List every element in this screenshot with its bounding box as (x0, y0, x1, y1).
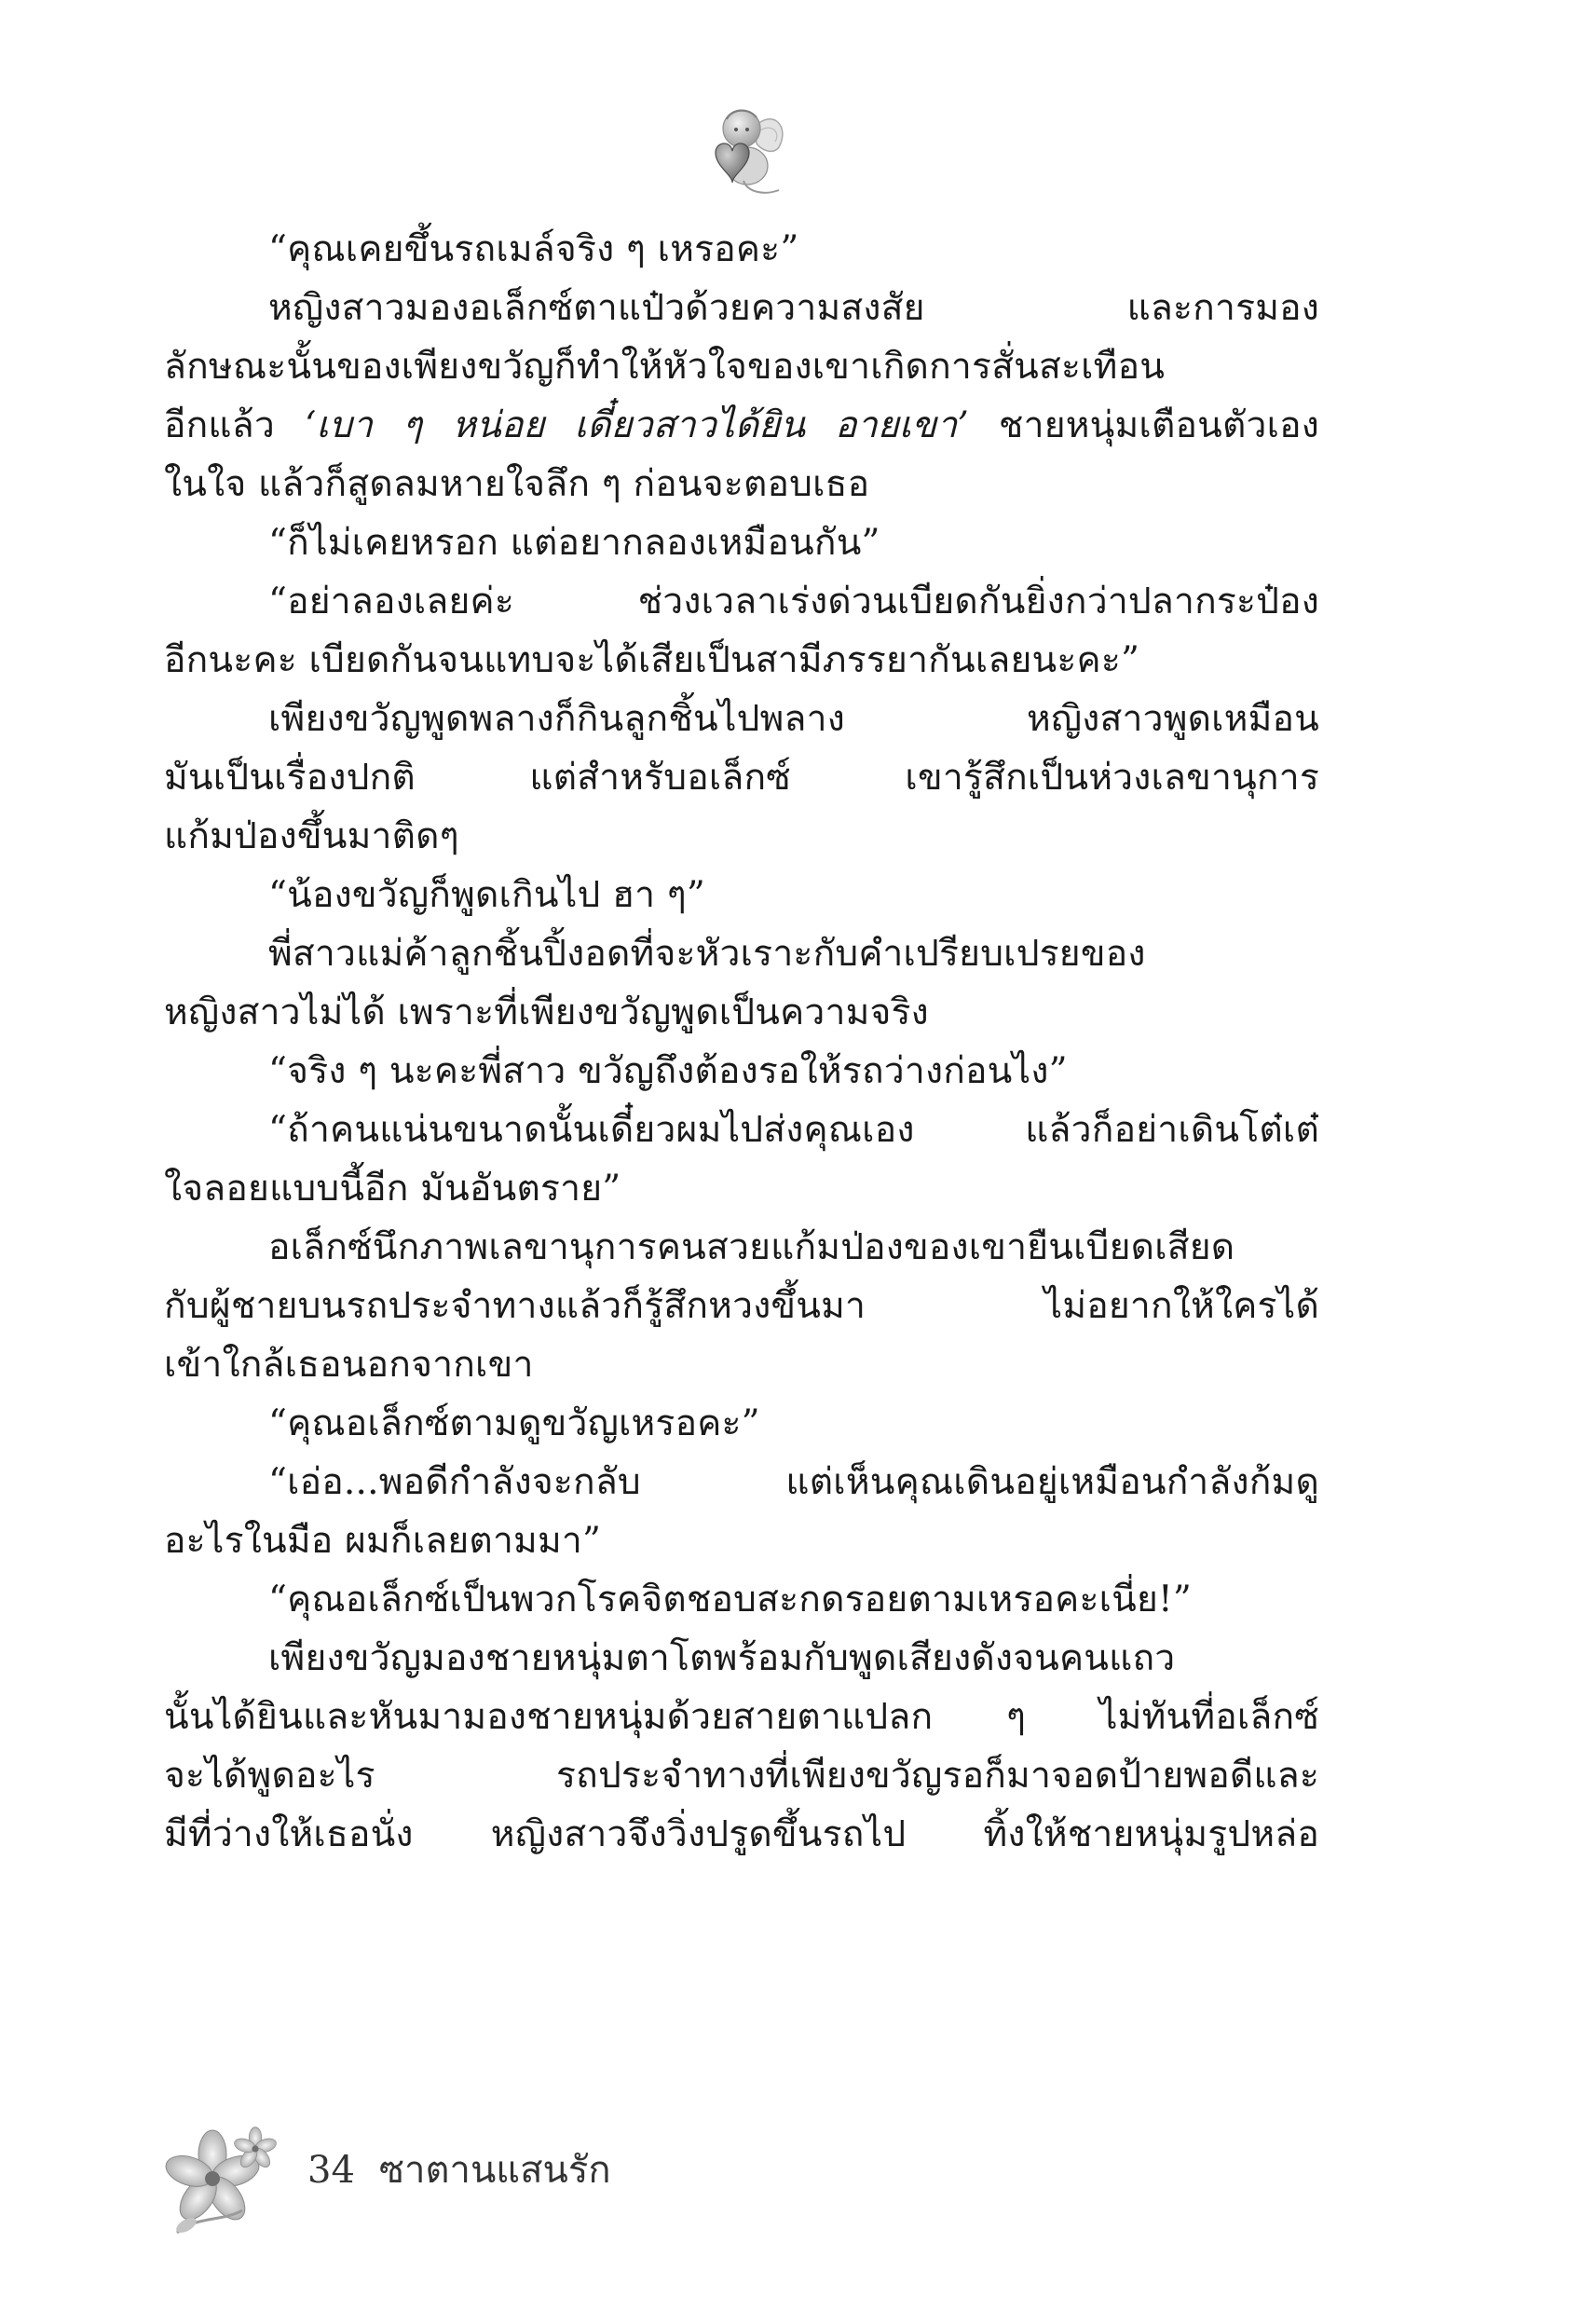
inner-thought: ‘เบา ๆ หน่อย เดี๋ยวสาวได้ยิน อายเขา’ (304, 404, 969, 446)
text-line: เข้าใกล้เธอนอกจากเขา (164, 1344, 534, 1386)
text-line: นั้นได้ยินและหันมามองชายหนุ่มด้วยสายตาแปลก ๆ ไม่ทันที่อเล็กซ์ (164, 1696, 1319, 1738)
text-line: หญิงสาวมองอเล็กซ์ตาแป๋วด้วยความสงสัย และการมอง (268, 287, 1319, 329)
text-segment: อีกแล้ว (164, 404, 305, 446)
text-line: พี่สาวแม่ค้าลูกชิ้นปิ้งอดที่จะหัวเราะกับคำเปรียบเปรยของ (268, 933, 1146, 975)
text-line: กับผู้ชายบนรถประจำทางแล้วก็รู้สึกหวงขึ้นมา ไม่อยากให้ใครได้ (164, 1285, 1319, 1327)
text-line: หญิงสาวไม่ได้ เพราะที่เพียงขวัญพูดเป็นความจริง (164, 991, 929, 1033)
text-line: เพียงขวัญมองชายหนุ่มตาโตพร้อมกับพูดเสียงดังจนคนแถว (268, 1637, 1176, 1679)
text-line: แก้มป่องขึ้นมาติดๆ (164, 815, 459, 857)
text-line (164, 396, 1319, 455)
page-number: 34 (307, 2149, 355, 2192)
flower-icon (158, 2113, 289, 2244)
page-footer (158, 2113, 811, 2244)
text-line: อีกนะคะ เบียดกันจนแทบจะได้เสียเป็นสามีภรรยากันเลยนะคะ” (164, 639, 1140, 681)
text-line: “คุณเคยขึ้นรถเมล์จริง ๆ เหรอคะ” (268, 228, 799, 270)
text-line: “อย่าลองเลยค่ะ ช่วงเวลาเร่งด่วนเบียดกันยิ่งกว่าปลากระป๋อง (268, 581, 1319, 622)
text-line: ลักษณะนั้นของเพียงขวัญก็ทำให้หัวใจของเขาเกิดการสั่นสะเทือน (164, 346, 1166, 388)
text-line: อะไรในมือ ผมก็เลยตามมา” (164, 1520, 602, 1562)
body-text (164, 220, 1319, 1864)
text-line: “เอ่อ...พอดีกำลังจะกลับ แต่เห็นคุณเดินอยู่เหมือนกำลังก้มดู (268, 1461, 1319, 1503)
text-line: “น้องขวัญก็พูดเกินไป ฮา ๆ” (268, 874, 706, 916)
text-line: ใจลอยแบบนี้อีก มันอันตราย” (164, 1168, 621, 1210)
text-segment: ชายหนุ่มเตือนตัวเอง (968, 404, 1319, 446)
text-line: อเล็กซ์นึกภาพเลขานุการคนสวยแก้มป่องของเขายืนเบียดเสียด (268, 1226, 1235, 1268)
text-line: “ถ้าคนแน่นขนาดนั้นเดี๋ยวผมไปส่งคุณเอง แล้วก็อย่าเดินโต๋เต๋ (268, 1109, 1319, 1151)
text-line: “ก็ไม่เคยหรอก แต่อยากลองเหมือนกัน” (268, 522, 880, 564)
text-line: “คุณอเล็กซ์ตามดูขวัญเหรอคะ” (268, 1402, 760, 1444)
footer-caption (307, 2147, 611, 2194)
text-line: มีที่ว่างให้เธอนั่ง หญิงสาวจึงวิ่งปรูดขึ้นรถไป ทิ้งให้ชายหนุ่มรูปหล่อ (164, 1813, 1319, 1855)
text-line: เพียงขวัญพูดพลางก็กินลูกชิ้นไปพลาง หญิงสาวพูดเหมือน (268, 698, 1319, 740)
text-line: “จริง ๆ นะคะพี่สาว ขวัญถึงต้องรอให้รถว่างก่อนไง” (268, 1050, 1068, 1092)
text-line: จะได้พูดอะไร รถประจำทางที่เพียงขวัญรอก็มาจอดป้ายพอดีและ (164, 1755, 1319, 1797)
cupid-heart-icon (689, 99, 792, 201)
book-title: ซาตานแสนรัก (378, 2149, 611, 2192)
text-line: มันเป็นเรื่องปกติ แต่สำหรับอเล็กซ์ เขารู้สึกเป็นห่วงเลขานุการ (164, 757, 1319, 799)
text-line: “คุณอเล็กซ์เป็นพวกโรคจิตชอบสะกดรอยตามเหรอคะเนี่ย!” (268, 1579, 1193, 1620)
text-line: ในใจ แล้วก็สูดลมหายใจลึก ๆ ก่อนจะตอบเธอ (164, 463, 870, 505)
